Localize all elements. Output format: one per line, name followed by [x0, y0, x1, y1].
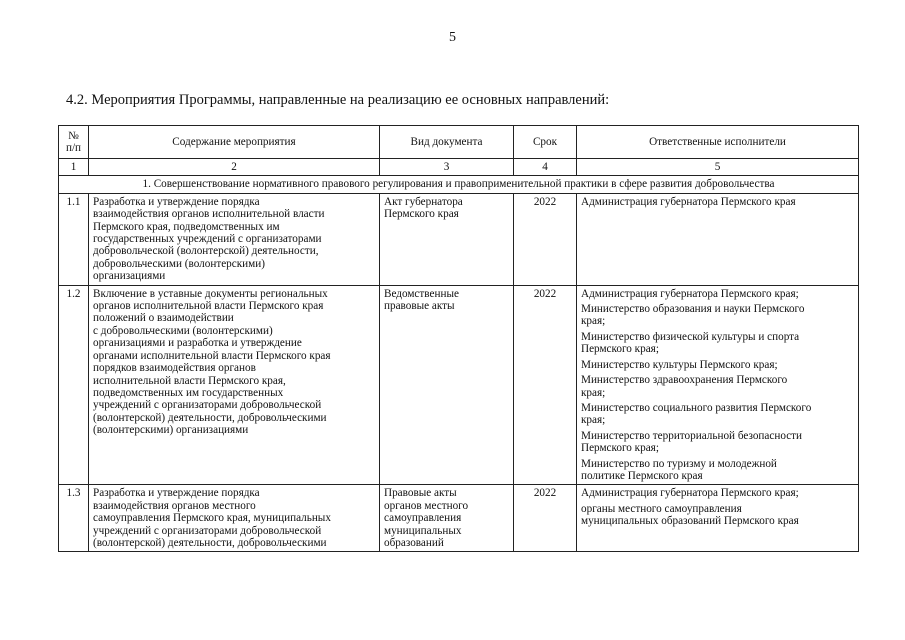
responsible-item: Министерство культуры Пермского края;	[581, 358, 778, 371]
responsible-item: Министерство физической культуры и спорта Пермского края;	[581, 330, 800, 356]
page-number: 5	[449, 30, 456, 45]
row-content: Разработка и утверждение порядка взаимодействия органов местного самоуправления Пермского края, муниципальных учреждений с организаторами добровольческой (волонтерской) деятельности, добровольческими	[89, 485, 380, 552]
row-term: 2022	[514, 485, 577, 552]
column-number: 1	[59, 159, 89, 176]
header-term: Срок	[514, 126, 577, 159]
row-content: Включение в уставные документы региональных органов исполнительной власти Пермского края положений о взаимодействии с добровольческими (волонтерскими) организациями и разработка и утверждение органами исполнительной власти Пермского края порядков взаимодействия органов исполнительной власти Пермского края, подведомственных им государственных учреждений с организаторами добровольческой (волонтерской) деятельности, добровольческими (волонтерскими) организациями	[89, 285, 380, 485]
header-content: Содержание мероприятия	[89, 126, 380, 159]
measures-table	[58, 125, 859, 552]
row-number: 1.3	[59, 485, 89, 552]
row-number: 1.2	[59, 285, 89, 485]
table-row	[59, 285, 859, 485]
column-number: 2	[89, 159, 380, 176]
section-title: 1. Совершенствование нормативного правового регулирования и правоприменительной практики в сфере развития добровольчества	[59, 176, 859, 193]
row-content: Разработка и утверждение порядка взаимодействия органов исполнительной власти Пермского края, подведомственных им государственных учреждений с организаторами добровольческой (волонтерской) деятельности, добровольческими (волонтерскими) организациями	[89, 193, 380, 285]
responsible-item: Министерство образования и науки Пермского края;	[581, 303, 805, 328]
row-doc-type: Акт губернатора Пермского края	[380, 193, 514, 285]
table-row	[59, 485, 859, 552]
header-responsible: Ответственные исполнители	[577, 126, 859, 159]
responsible-item: Администрация губернатора Пермского края;	[581, 287, 799, 300]
row-term: 2022	[514, 285, 577, 485]
responsible-item: Министерство по туризму и молодежной политике Пермского края	[581, 457, 777, 482]
header-row	[59, 126, 859, 159]
row-doc-type: Правовые акты органов местного самоуправления муниципальных образований	[380, 485, 514, 552]
responsible-item: Министерство социального развития Пермского края;	[581, 401, 812, 427]
row-responsible	[577, 193, 859, 285]
responsible-item: Министерство территориальной безопасности Пермского края;	[581, 429, 803, 455]
row-number: 1.1	[59, 193, 89, 285]
row-term: 2022	[514, 193, 577, 285]
column-number: 4	[514, 159, 577, 176]
row-responsible	[577, 485, 859, 552]
responsible-item: Администрация губернатора Пермского края;	[581, 487, 799, 500]
column-number-row	[59, 159, 859, 176]
row-responsible	[577, 285, 859, 485]
section-heading: 4.2. Мероприятия Программы, направленные на реализацию ее основных направлений:	[66, 92, 610, 108]
section-title-row	[59, 176, 859, 193]
row-doc-type: Ведомственные правовые акты	[380, 285, 514, 485]
column-number: 5	[577, 159, 859, 176]
responsible-item: Администрация губернатора Пермского края	[581, 195, 796, 208]
column-number: 3	[380, 159, 514, 176]
table-row	[59, 193, 859, 285]
header-doc-type: Вид документа	[380, 126, 514, 159]
responsible-item: Министерство здравоохранения Пермского края;	[581, 374, 788, 399]
header-number: № п/п	[59, 126, 89, 159]
responsible-item: органы местного самоуправления муниципальных образований Пермского края	[581, 502, 799, 528]
